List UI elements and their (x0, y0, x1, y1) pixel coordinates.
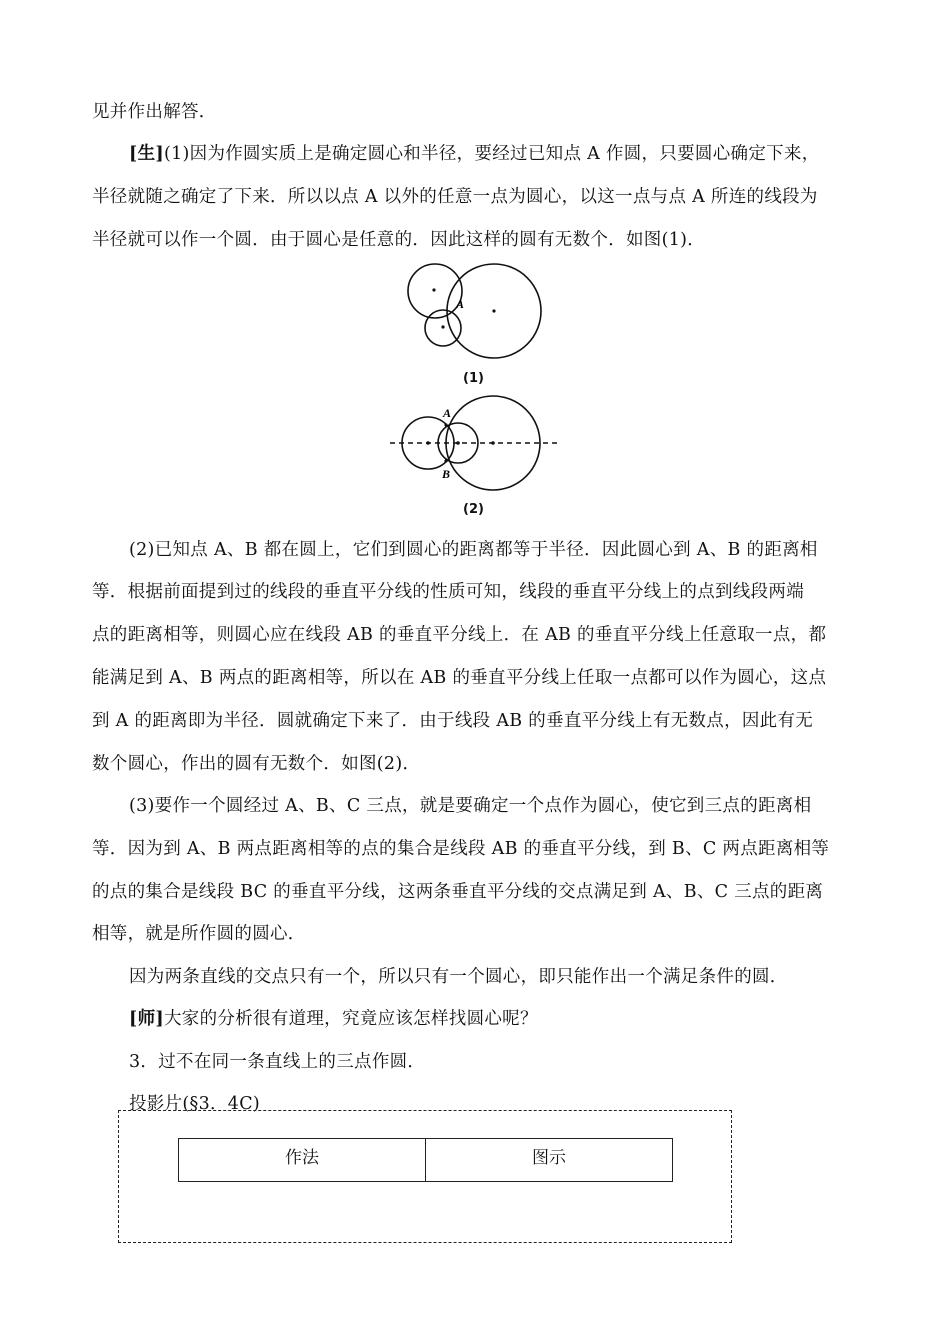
point-b-label: B (442, 467, 451, 481)
text-line: 数个圆心，作出的圆有无数个．如图(2)． (92, 754, 421, 774)
point-a-label: A (456, 297, 465, 311)
point-b (444, 459, 447, 462)
table-header-illustration: 图示 (425, 1139, 672, 1181)
center-dot (456, 441, 460, 445)
text-line: 等．因为到 A、B 两点距离相等的点的集合是线段 AB 的垂直平分线，到 B、C 两点距离相等 (92, 839, 830, 859)
center-dot (432, 288, 435, 291)
text-line: 3．过不在同一条直线上的三点作圆． (129, 1052, 426, 1072)
center-dot (441, 325, 444, 328)
text-line: (2)已知点 A、B 都在圆上，它们到圆心的距离都等于半径．因此圆心到 A、B 的距离相 (129, 540, 818, 560)
center-dot (491, 441, 495, 445)
text-line: 等．根据前面提到过的线段的垂直平分线的性质可知，线段的垂直平分线上的点到线段两端 (92, 582, 804, 602)
text-line: [生](1)因为作圆实质上是确定圆心和半径，要经过已知点 A 作圆，只要圆心确定下来， (129, 144, 820, 164)
text-line: 投影片(§3．4C) (129, 1094, 261, 1114)
text-line: 半径就随之确定了下来．所以以点 A 以外的任意一点为圆心，以这一点与点 A 所连的线段为 (92, 187, 818, 207)
center-dot (426, 441, 430, 445)
figure-2-diagram (388, 392, 563, 497)
table-header-method: 作法 (285, 1148, 319, 1168)
center-dot (492, 309, 495, 312)
text-line: 半径就可以作一个圆．由于圆心是任意的．因此这样的圆有无数个．如图(1)． (92, 230, 706, 250)
method-table (178, 1138, 673, 1182)
point-a (444, 423, 447, 426)
text-line: [师]大家的分析很有道理，究竟应该怎样找圆心呢？ (129, 1009, 538, 1029)
text-line: 点的距离相等，则圆心应在线段 AB 的垂直平分线上．在 AB 的垂直平分线上任意取一点，都 (92, 625, 827, 645)
text-line: (3)要作一个圆经过 A、B、C 三点，就是要确定一个点作为圆心，使它到三点的距离相 (129, 796, 812, 816)
text-line: 能满足到 A、B 两点的距离相等，所以在 AB 的垂直平分线上任取一点都可以作为圆心，这点 (92, 668, 827, 688)
text-line: 的点的集合是线段 BC 的垂直平分线，这两条垂直平分线的交点满足到 A、B、C 三点的距离 (92, 882, 824, 902)
text-line: 见并作出解答． (92, 102, 217, 122)
figure-1-caption: (1) (463, 371, 484, 386)
point-a-label: A (443, 406, 452, 420)
text-line: 因为两条直线的交点只有一个，所以只有一个圆心，即只能作出一个满足条件的圆． (129, 967, 788, 987)
text-line: 相等，就是所作圆的圆心． (92, 924, 306, 944)
figure-1-diagram (400, 258, 550, 368)
figure-2-caption: (2) (463, 502, 484, 517)
text-line: 到 A 的距离即为半径．圆就确定下来了．由于线段 AB 的垂直平分线上有无数点，因此有无 (92, 711, 814, 731)
